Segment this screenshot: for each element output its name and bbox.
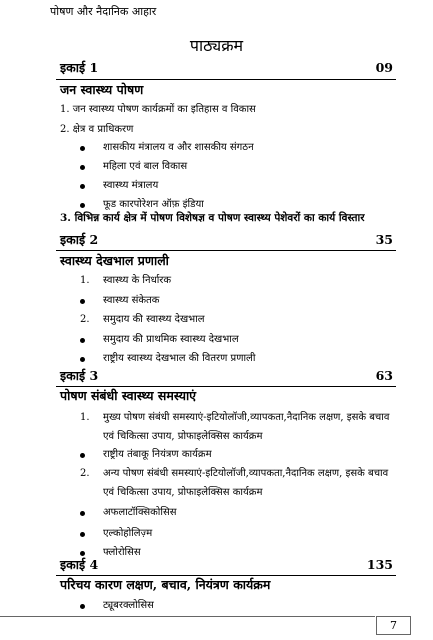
unit-4-label: इकाई 4: [60, 557, 99, 572]
unit-3-item-2-line-1: अन्य पोषण संबंधी समस्याएं-इटियोलॉजी,व्यापकता,नैदानिक लक्षण, इसके बचाव: [103, 468, 389, 479]
bullet-icon: [80, 532, 85, 537]
bullet-icon: [80, 357, 85, 362]
bullet-icon: [80, 165, 85, 170]
unit-1-bullet: शासकीय मंत्रालय व और शासकीय संगठन: [103, 142, 254, 153]
unit-3-item-2-line-2: एवं चिकित्सा उपाय, प्रोफाइलेक्सिस कार्यक्रम: [103, 487, 263, 498]
unit-3-marker: 1.: [80, 412, 90, 423]
bullet-icon: [80, 604, 85, 609]
unit-2-title: स्वास्थ्य देखभाल प्रणाली: [60, 253, 169, 268]
unit-2-rule: [56, 250, 396, 251]
unit-1-bullet: महिला एवं बाल विकास: [103, 161, 188, 172]
unit-4-rule: [56, 575, 396, 576]
unit-2-page: 35: [375, 232, 393, 247]
unit-1-item-3: 3. विभिन्न कार्य क्षेत्र में पोषण विशेषज्ञ व पोषण स्वास्थ्य पेशेवरों का कार्य विस्तार: [60, 212, 365, 224]
page-number: 7: [376, 616, 411, 635]
unit-3-title: पोषण संबंधी स्वास्थ्य समस्याएं: [60, 388, 197, 403]
bullet-icon: [80, 551, 85, 556]
unit-3-page: 63: [375, 368, 393, 383]
unit-3-label: इकाई 3: [60, 368, 99, 383]
unit-2-item: स्वास्थ्य संकेतक: [103, 295, 160, 306]
unit-1-bullet: फूड कारपोरेशन ऑफ़ इंडिया: [103, 199, 204, 210]
unit-3-rule: [56, 386, 396, 387]
unit-2-label: इकाई 2: [60, 232, 99, 247]
unit-1-rule: [56, 79, 396, 80]
unit-3-bullet: फ्लोरोसिस: [103, 547, 141, 558]
unit-3-bullet: अफलाटॉक्सिकोसिस: [103, 507, 177, 518]
unit-3-item-1-line-2: एवं चिकित्सा उपाय, प्रोफाइलेक्सिस कार्यक्रम: [103, 431, 263, 442]
bullet-icon: [80, 453, 85, 458]
unit-2-item: समुदाय की प्राथमिक स्वास्थ्य देखभाल: [103, 334, 239, 345]
unit-3-bullet: एल्कोहोलिज़्म: [103, 528, 153, 539]
unit-2-item: समुदाय की स्वास्थ्य देखभाल: [103, 314, 205, 325]
unit-1-page: 09: [375, 60, 393, 75]
unit-1-bullet: स्वास्थ्य मंत्रालय: [103, 180, 159, 191]
unit-4-bullet: ट्यूबरक्लोसिस: [103, 600, 154, 611]
unit-4-page: 135: [366, 557, 393, 572]
unit-1-title: जन स्वास्थ्य पोषण: [60, 82, 144, 97]
unit-1-item-1: 1. जन स्वास्थ्य पोषण कार्यक्रमों का इतिहास व विकास: [60, 104, 256, 115]
running-header: पोषण और नैदानिक आहार: [50, 5, 157, 18]
unit-4-title: परिचय कारण लक्षण, बचाव, नियंत्रण कार्यक्रम: [60, 577, 271, 592]
unit-1-item-2: 2. क्षेत्र व प्राधिकरण: [60, 124, 134, 135]
unit-2-marker: 1.: [80, 275, 90, 286]
bullet-icon: [80, 338, 85, 343]
unit-3-bullet: राष्ट्रीय तंबाकू नियंत्रण कार्यक्रम: [103, 449, 212, 460]
bullet-icon: [80, 299, 85, 304]
unit-2-item: स्वास्थ्य के निर्धारक: [103, 275, 172, 286]
bullet-icon: [80, 146, 85, 151]
page-title: पाठ्यक्रम: [189, 36, 244, 55]
unit-3-item-1-line-1: मुख्य पोषण संबंधी समस्याएं-इटियोलॉजी,व्यापकता,नैदानिक लक्षण, इसके बचाव: [103, 412, 390, 423]
footer-rule: [0, 616, 375, 617]
unit-1-label: इकाई 1: [60, 60, 99, 75]
unit-2-item: राष्ट्रीय स्वास्थ्य देखभाल की वितरण प्रणाली: [103, 353, 256, 364]
unit-2-marker: 2.: [80, 314, 90, 325]
bullet-icon: [80, 203, 85, 208]
bullet-icon: [80, 184, 85, 189]
bullet-icon: [80, 511, 85, 516]
unit-3-marker: 2.: [80, 468, 90, 479]
